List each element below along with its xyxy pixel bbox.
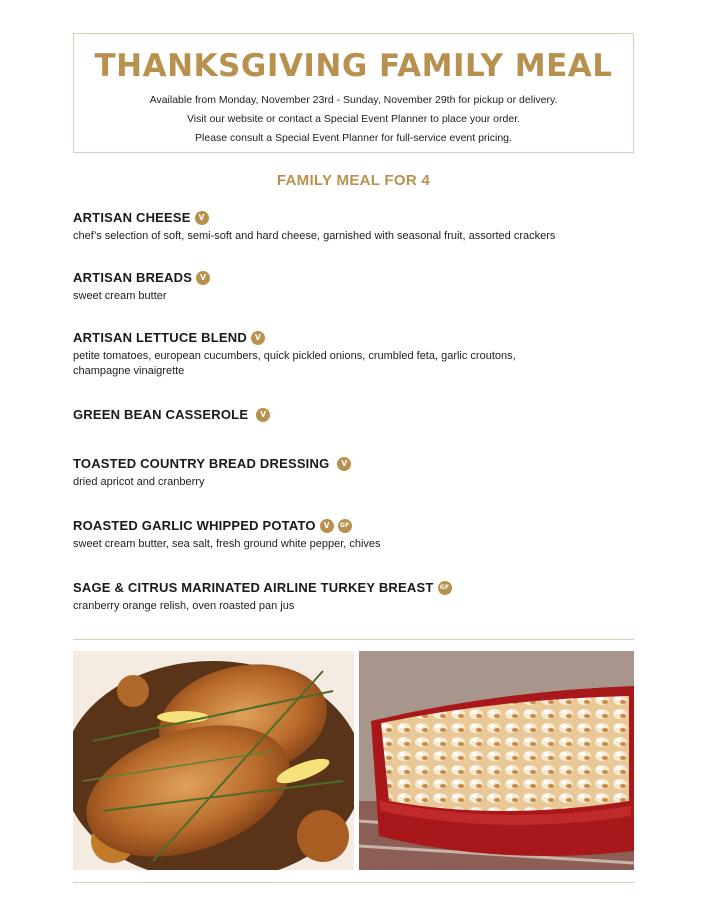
item-description: sweet cream butter [73, 290, 167, 302]
vegetarian-badge: V [320, 519, 334, 533]
menu-item-artisan-lettuce-blend [73, 329, 553, 379]
header-info [74, 91, 633, 148]
divider-top [73, 639, 634, 640]
item-description: sweet cream butter, sea salt, fresh ground white pepper, chives [73, 538, 381, 550]
item-name: ARTISAN LETTUCE BLEND [73, 330, 247, 345]
item-name: TOASTED COUNTRY BREAD DRESSING [73, 456, 330, 471]
section-title: FAMILY MEAL FOR 4 [276, 172, 431, 189]
vegetarian-badge: V [195, 211, 209, 225]
item-name: ARTISAN BREADS [73, 270, 193, 285]
vegetarian-badge: V [337, 457, 351, 471]
vegetarian-badge: V [196, 271, 210, 285]
gluten-free-badge: GF [338, 519, 352, 533]
menu-title: THANKSGIVING FAMILY MEAL [94, 48, 613, 84]
menu-item-artisan-cheese [73, 209, 573, 244]
item-description: dried apricot and cranberry [73, 476, 205, 488]
divider-bottom [73, 882, 634, 883]
item-description: petite tomatoes, european cucumbers, quick pickled onions, crumbled feta, garlic croutons, champagne vinaigrette [73, 350, 516, 377]
vegetarian-badge: V [251, 331, 265, 345]
item-name: ARTISAN CHEESE [73, 210, 191, 225]
menu-item-turkey-breast [73, 579, 573, 614]
item-name: ROASTED GARLIC WHIPPED POTATO [73, 518, 316, 533]
menu-item-green-bean-casserole [73, 406, 573, 424]
header-box [73, 33, 634, 153]
item-description: chef’s selection of soft, semi-soft and hard cheese, garnished with seasonal fruit, assorted crackers [73, 230, 556, 242]
item-name: GREEN BEAN CASSEROLE [73, 407, 249, 422]
menu-item-roasted-garlic-whipped-potato [73, 517, 573, 552]
order-instructions-text: Visit our website or contact a Special Event Planner to place your order. [186, 113, 521, 125]
pricing-note-text: Please consult a Special Event Planner for full-service event pricing. [195, 132, 512, 144]
item-name: SAGE & CITRUS MARINATED AIRLINE TURKEY BREAST [73, 580, 434, 595]
sweet-potato-casserole-photo [359, 651, 634, 870]
gluten-free-badge: GF [438, 581, 452, 595]
item-description: cranberry orange relish, oven roasted pan jus [73, 600, 295, 612]
availability-text: Available from Monday, November 23rd - Sunday, November 29th for pickup or delivery. [149, 94, 558, 106]
roasted-chicken-photo [73, 651, 354, 870]
vegetarian-badge: V [256, 408, 270, 422]
menu-item-artisan-breads [73, 269, 573, 304]
menu-item-toasted-country-bread-dressing [73, 455, 573, 490]
